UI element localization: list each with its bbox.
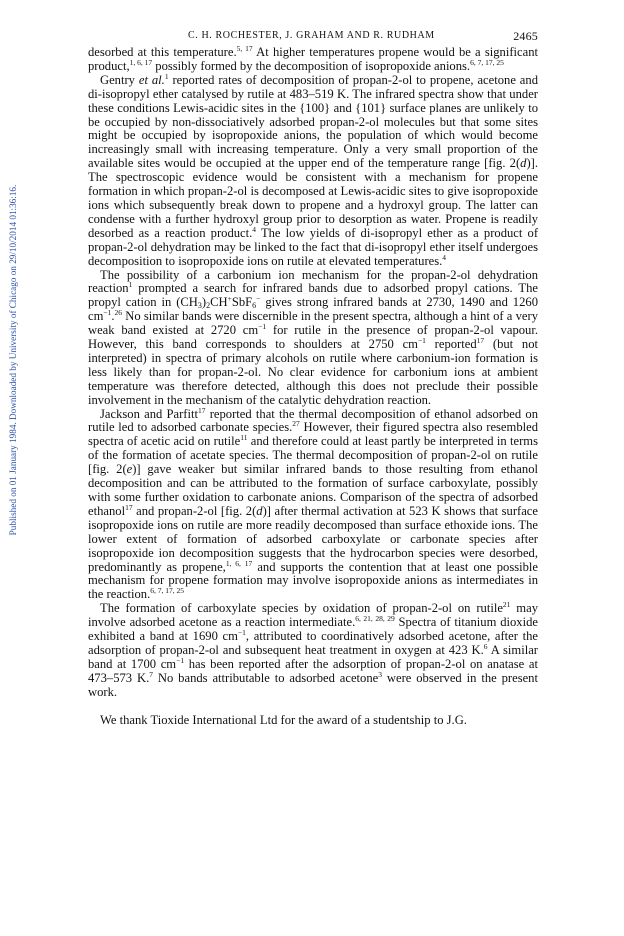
download-watermark (6, 160, 22, 560)
running-head-authors: C. H. ROCHESTER, J. GRAHAM AND R. RUDHAM (188, 30, 435, 41)
page-number: 2465 (513, 29, 538, 43)
paragraph-4: Jackson and Parfitt$^{17}$ reported that the thermal decomposition of ethanol adsorbed on rutile led to adsorbed carbonate species.$^{27}$ However, their figured spectra also resembled spectra of acetic acid on rutile$^{11}$ and therefore could at least partly be interpreted in terms of the formation of acetate species. The thermal decomposition of propan-2-ol on rutile [fig. 2(e)] gave weaker but similar infrared bands to those resulting from ethanol decomposition and can be attributed to the formation of surface carboxylate, possibly with some further oxidation to carbonate anions. Comparison of the spectra of adsorbed ethanol$^{17}$ and propan-2-ol [fig. 2(d)] after thermal activation at 523 K shows that surface isopropoxide ions on rutile are more readily decomposed than surface ethoxide ions. The lower extent of formation of adsorbed carboxylate or carbonate species after isopropoxide ion decomposition suggests that the hydrocarbon species were desorbed, predominantly as propene,$^{1, 6, 17}$ and supports the contention that at least one possible mechanism for propene formation may involve isopropoxide anions as intermediates in the reaction.$^{6, 7, 17, 25}$ (88, 405, 539, 602)
paragraph-1: desorbed at this temperature.$^{5, 17}$ At higher temperatures propene would be a significant product,$^{1, 6, 17}$ possibly formed by the decomposition of isopropoxide anions.$^{6, 7, 17, 25}$ (88, 44, 538, 73)
paragraph-5: The formation of carboxylate species by oxidation of propan-2-ol on rutile$^{21}$ may involve adsorbed acetone as a reaction intermediate.$^{6, 21, 28, 29}$ Spectra of titanium dioxide exhibited a band at 1690 $cm^{-1}$, attributed to coordinatively adsorbed acetone, after the adsorption of propan-2-ol and subsequent heat treatment in oxygen at 423 K.$^6$ A similar band at 1700 $cm^{-1}$ has been reported after the adsorption of propan-2-ol on anatase at 473–573 K.$^7$ No bands attributable to adsorbed acetone$^3$ were observed in the present work. (88, 600, 539, 699)
paragraph-2: Gentry et al.$^1$ reported rates of decomposition of propan-2-ol to propene, acetone and di-isopropyl ether catalysed by rutile at 483–519 K. The infrared spectra show that under these conditions Lewis-acidic sites in the {100} and {101} surface planes are unlikely to be occupied by non-dissociatively adsorbed propan-2-ol molecules but that some sites might be occupied by isopropoxide anions, the population of which would become increasingly small with increasing temperature. Only a very small proportion of the available sites would be occupied at the upper end of the temperature range [fig. 2(d)]. The spectroscopic evidence would be consistent with a mechanism for propene formation in which propan-2-ol is decomposed at Lewis-acidic sites to give isopropoxide ions which subsequently break down to propene and a hydroxyl group. The latter can condense with a further hydroxyl group prior to desorption as water. Propene is readily desorbed as a reaction product.$^4$ The low yields of di-isopropyl ether as a product of propan-2-ol dehydration may be linked to the fact that di-isopropyl ether itself undergoes decomposition to isopropoxide ions on rutile at elevated temperatures.$^4$ (88, 71, 539, 268)
paragraph-3: The possibility of a carbonium ion mechanism for the propan-2-ol dehydration reaction$^1$ prompted a search for infrared bands due to adsorbed propyl cations. The propyl cation in $(CH_3)_2CH^+SbF_6^-$ gives strong infrared bands at 2730, 1490 and 1260 $cm^{-1}.^{26}$ No similar bands were discernible in the present spectra, although a hint of a very weak band existed at 2720 $cm^{-1}$ for rutile in the presence of propan-2-ol vapour. However, this band corresponds to shoulders at 2750 $cm^{-1}$ reported$^{17}$ (but not interpreted) in spectra of primary alcohols on rutile where carbonium-ion formation is less likely than for propan-2-ol. No clear evidence for carbonium ions at ambient temperature was therefore detected, although this does not preclude their possible involvement in the mechanism of the catalytic dehydration reaction. (88, 267, 538, 407)
acknowledgement: We thank Tioxide International Ltd for the award of a studentship to J.G. (100, 712, 467, 727)
article-body (88, 46, 538, 728)
download-watermark-text[interactable]: Published on 01 January 1984. Downloaded by University of Chicago on 29/10/2014 01:36:16. (8, 184, 18, 536)
